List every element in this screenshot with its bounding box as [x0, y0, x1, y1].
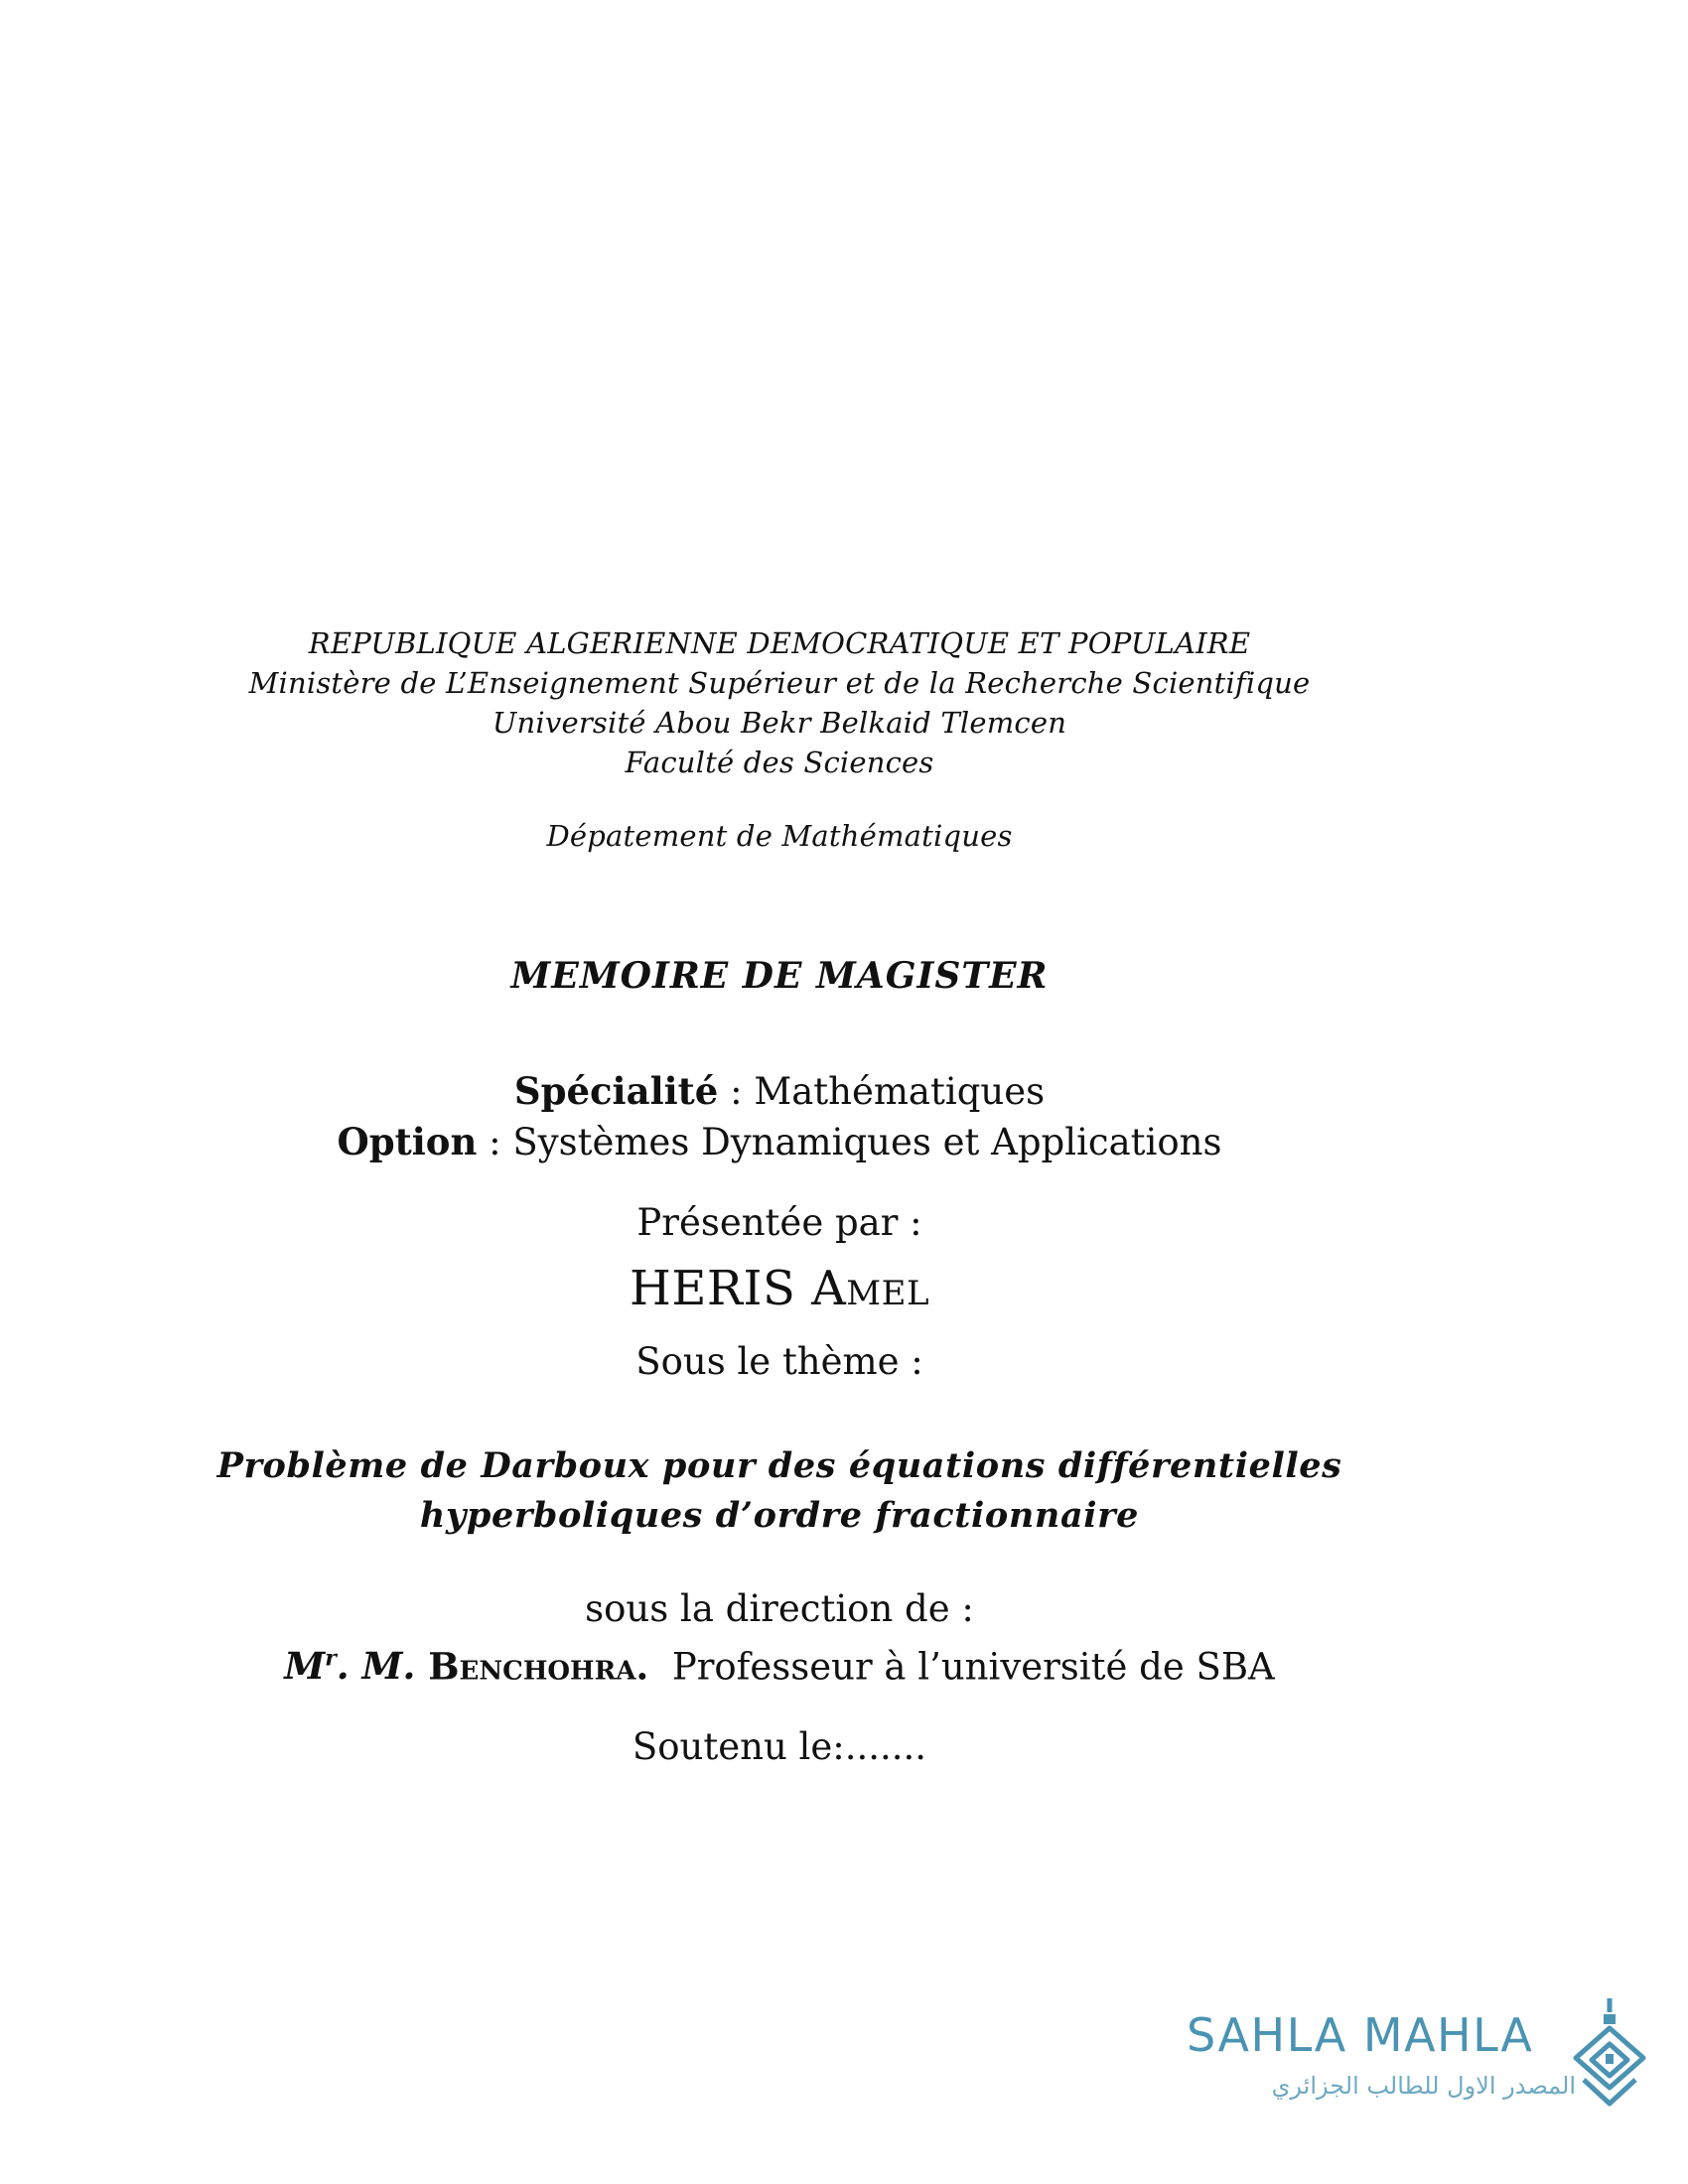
option-line [0, 1117, 1559, 1167]
author-name [0, 1261, 1559, 1316]
supervisor-role: Professeur à l’université de SBA [671, 1645, 1275, 1689]
thesis-title-line-2: hyperboliques d’ordre fractionnaire [419, 1495, 1140, 1536]
university-line: Université Abou Bekr Belkaid Tlemcen [492, 706, 1067, 740]
logo-arabic-tagline: المصدر الاول للطالب الجزائري [1271, 2072, 1576, 2100]
direction-label: sous la direction de : [585, 1587, 974, 1630]
thesis-title-line-1: Problème de Darboux pour des équations différentielles [216, 1445, 1342, 1486]
author-first-name: Amel [811, 1261, 930, 1316]
supervisor-line [0, 1634, 1559, 1692]
specialty-block [0, 1066, 1559, 1167]
republic-line: REPUBLIQUE ALGERIENNE DEMOCRATIQUE ET POPULAIRE [308, 626, 1251, 660]
presented-by-label: Présentée par : [636, 1201, 922, 1244]
sahla-mahla-logo [1187, 2000, 1653, 2110]
specialty-label: Spécialité [513, 1069, 719, 1113]
author-last-name: HERIS [629, 1261, 796, 1316]
defense-line: Soutenu le:....... [632, 1725, 927, 1768]
document-type: MEMOIRE DE MAGISTER [510, 955, 1049, 997]
institution-header [0, 623, 1559, 782]
theme-label: Sous le thème : [635, 1340, 923, 1383]
specialty-value: Mathématiques [754, 1070, 1046, 1113]
option-label: Option [337, 1120, 478, 1163]
supervisor-title: $M^r$. M. [284, 1644, 429, 1689]
mosque-emblem-icon [1570, 1996, 1649, 2111]
supervisor-name: Benchohra. [428, 1644, 649, 1689]
supervision-block [0, 1584, 1559, 1692]
department-line: Dépatement de Mathématiques [546, 819, 1013, 853]
specialty-line [0, 1066, 1559, 1117]
thesis-title [0, 1441, 1559, 1541]
option-value: Systèmes Dynamiques et Applications [512, 1121, 1222, 1163]
logo-text: SAHLA MAHLA [1187, 2008, 1534, 2062]
option-separator: : [477, 1121, 513, 1163]
faculty-line: Faculté des Sciences [625, 746, 934, 779]
ministry-line: Ministère de L’Enseignement Supérieur et de la Recherche Scientifique [248, 666, 1311, 700]
specialty-separator: : [718, 1070, 755, 1113]
